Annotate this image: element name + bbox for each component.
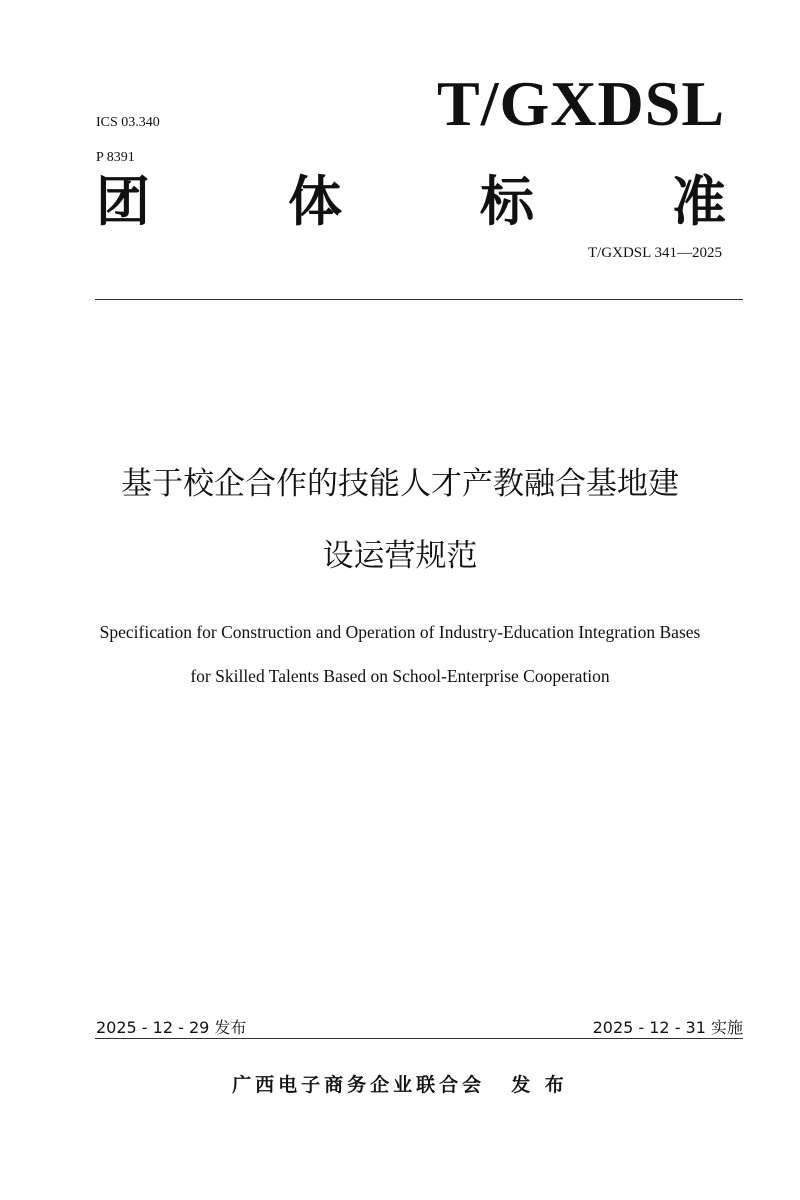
standard-code: T/GXDSL bbox=[437, 68, 725, 139]
publisher-name: 广西电子商务企业联合会 bbox=[232, 1074, 486, 1096]
standard-type-char: 标 bbox=[480, 170, 534, 233]
standard-type bbox=[96, 172, 726, 231]
chinese-title-line: 基于校企合作的技能人才产教融合基地建 bbox=[121, 466, 679, 502]
publish-word: 发 布 bbox=[511, 1074, 568, 1096]
english-title bbox=[40, 610, 760, 698]
effective-date: 2025 - 12 - 31 实施 bbox=[592, 1018, 743, 1037]
standard-type-char: 准 bbox=[672, 170, 726, 233]
english-title-line: Specification for Construction and Operation of Industry-Education Integration Bases bbox=[99, 622, 701, 642]
publisher bbox=[150, 1070, 650, 1097]
english-title-line: for Skilled Talents Based on School-Enterprise Cooperation bbox=[190, 666, 610, 686]
standard-type-char: 体 bbox=[288, 170, 342, 233]
bottom-divider bbox=[95, 1038, 743, 1039]
standard-number: T/GXDSL 341—2025 bbox=[587, 245, 722, 261]
standard-type-char: 团 bbox=[96, 170, 150, 233]
chinese-title-line: 设运营规范 bbox=[322, 538, 478, 574]
ccs-number: P 8391 bbox=[96, 150, 135, 165]
publish-date: 2025 - 12 - 29 发布 bbox=[96, 1018, 247, 1037]
ics-number: ICS 03.340 bbox=[96, 115, 160, 130]
top-divider bbox=[95, 299, 743, 300]
chinese-title bbox=[60, 448, 740, 592]
